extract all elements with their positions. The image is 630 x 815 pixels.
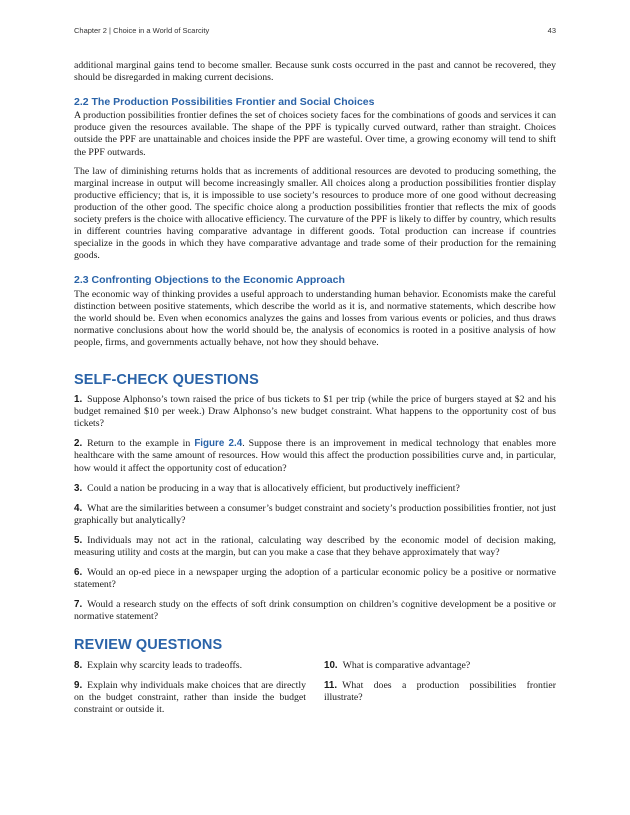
question-text-after: . Suppose there is an improvement in medical technology that enables more healthcare with the same amount of resources. How would this affect the production possibilities curve and, in particular, how would it affect the opportunity cost of education? bbox=[74, 438, 556, 474]
chapter-title: Choice in a World of Scarcity bbox=[113, 26, 210, 35]
page-number: 43 bbox=[547, 26, 556, 35]
question-number: 7. bbox=[74, 599, 83, 611]
review-question-8 bbox=[74, 660, 306, 672]
question-text-before: Return to the example in bbox=[87, 438, 195, 450]
review-column-right bbox=[324, 660, 556, 724]
review-columns bbox=[74, 660, 556, 724]
question-text: Would a research study on the effects of soft drink consumption on children’s cognitive development be a positive or normative statement? bbox=[74, 599, 556, 623]
question-text: Individuals may not act in the rational, calculating way described by the economic model of decision making, measuring utility and costs at the margin, but can you make a case that they behave approximately that way? bbox=[74, 534, 556, 558]
self-check-question-2 bbox=[74, 438, 556, 474]
question-text: What are the similarities between a consumer’s budget constraint and society’s production possibilities frontier, not just graphically but analytically? bbox=[74, 502, 556, 526]
self-check-question-6 bbox=[74, 567, 556, 591]
section-2-3-paragraph-1: The economic way of thinking provides a useful approach to understanding human behavior. Economists make the careful distinction between positive statements, which describe the world as it is, and normative statements, which describe how the world should be. Even when economics analyzes the gains and losses from various events or policies, and thus draws normative conclusions about how the world should be, the analysis of economics is rooted in a positive analysis of how people, firms, and governments actually behave, not how they should behave. bbox=[74, 288, 556, 348]
question-number: 6. bbox=[74, 567, 83, 579]
review-section bbox=[74, 639, 556, 723]
question-text: Could a nation be producing in a way that is allocatively efficient, but productively inefficient? bbox=[87, 482, 460, 494]
section-2-2-paragraph-2: The law of diminishing returns holds that as increments of additional resources are devoted to producing something, the marginal increase in output will become increasingly smaller. All choices along a production possibilities frontier display productive efficiency; that is, it is impossible to use society’s resources to produce more of one good without decreasing production of the other good. The specific choice along a production possibilities frontier that reflects the mix of goods society prefers is the choice with allocative efficiency. The curvature of the PPF is likely to differ by country, which results in different countries having comparative advantage in different goods. Total production can increase if countries specialize in the goods in which they have comparative advantage and trade some of their production for the remaining goods. bbox=[74, 165, 556, 262]
question-number: 9. bbox=[74, 679, 83, 691]
question-text: Explain why individuals make choices that are directly on the budget constraint, rather than inside the budget constraint or outside it. bbox=[74, 679, 306, 715]
page-content bbox=[74, 60, 556, 724]
self-check-question-4 bbox=[74, 503, 556, 527]
question-number: 3. bbox=[74, 482, 83, 494]
self-check-question-3 bbox=[74, 483, 556, 495]
running-head bbox=[74, 26, 556, 35]
question-number: 5. bbox=[74, 534, 83, 546]
self-check-section bbox=[74, 371, 556, 624]
question-number: 1. bbox=[74, 394, 83, 406]
question-number: 4. bbox=[74, 502, 83, 514]
self-check-heading: SELF-CHECK QUESTIONS bbox=[74, 371, 259, 388]
self-check-question-7 bbox=[74, 599, 556, 623]
section-2-2-paragraph-1: A production possibilities frontier defines the set of choices society faces for the combinations of goods and services it can produce given the resources available. The shape of the PPF is typically curved outward, rather than straight. Choices outside the PPF are unattainable and choices inside the PPF are wasteful. Over time, a growing economy will tend to shift the PPF outwards. bbox=[74, 110, 556, 158]
review-question-10 bbox=[324, 660, 556, 672]
question-text: Suppose Alphonso’s town raised the price of bus tickets to $1 per trip (while the price of burgers stayed at $2 and his budget remained $10 per week.) Draw Alphonso’s new budget constraint. What happens to the opportunity cost of bus tickets? bbox=[74, 394, 556, 430]
chapter-separator: | bbox=[106, 26, 114, 35]
question-text: Explain why scarcity leads to tradeoffs. bbox=[87, 659, 243, 671]
question-text: What is comparative advantage? bbox=[342, 659, 471, 671]
self-check-question-5 bbox=[74, 535, 556, 559]
question-number: 10. bbox=[324, 659, 338, 671]
self-check-question-1 bbox=[74, 394, 556, 430]
intro-paragraph: additional marginal gains tend to become smaller. Because sunk costs occurred in the past and cannot be recovered, they should be disregarded in making current decisions. bbox=[74, 60, 556, 84]
section-heading-2-2: 2.2 The Production Possibilities Frontier and Social Choices bbox=[74, 96, 375, 109]
review-column-left bbox=[74, 660, 306, 724]
section-heading-2-3: 2.3 Confronting Objections to the Economic Approach bbox=[74, 274, 345, 287]
question-number: 2. bbox=[74, 438, 83, 450]
review-question-11 bbox=[324, 680, 556, 704]
question-text: Would an op-ed piece in a newspaper urging the adoption of a particular economic policy be a positive or normative statement? bbox=[74, 567, 556, 591]
question-number: 8. bbox=[74, 659, 83, 671]
question-number: 11. bbox=[324, 679, 338, 691]
review-heading: REVIEW QUESTIONS bbox=[74, 637, 223, 654]
figure-link[interactable]: Figure 2.4 bbox=[194, 438, 243, 450]
question-text: What does a production possibilities frontier illustrate? bbox=[324, 679, 556, 703]
chapter-label: Chapter 2 bbox=[74, 26, 107, 35]
review-question-9 bbox=[74, 680, 306, 716]
